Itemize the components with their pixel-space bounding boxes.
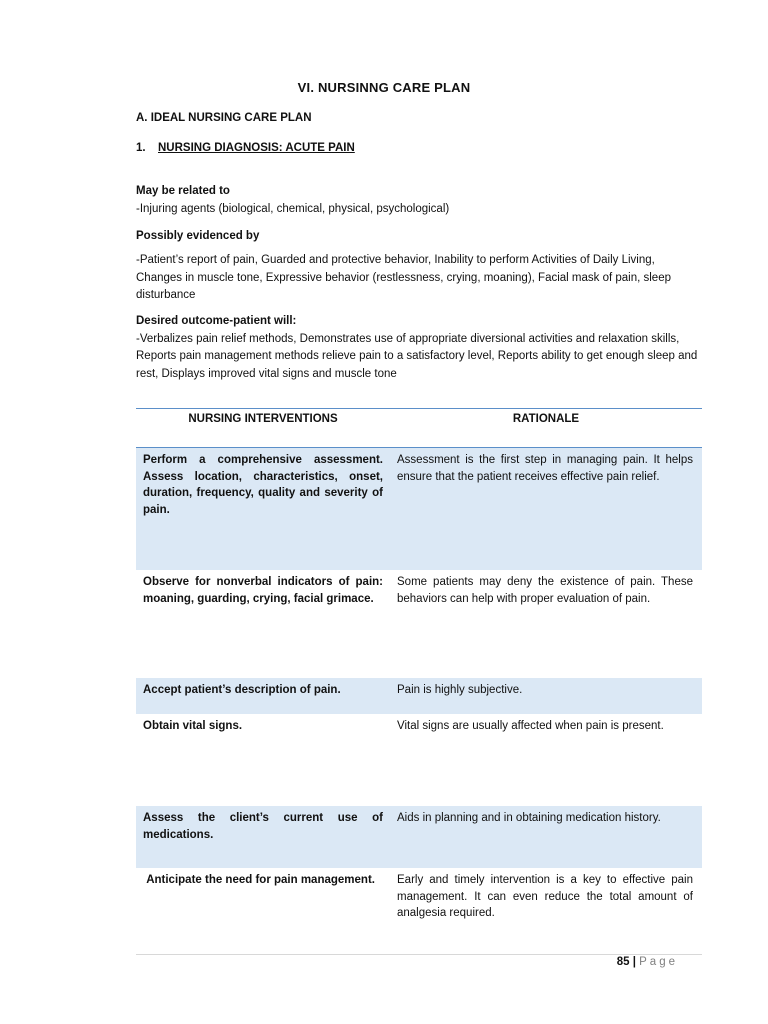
related-text: -Injuring agents (biological, chemical, physical, psychological) [136,202,450,215]
page-label: Page [639,956,678,968]
intervention-cell: Accept patient’s description of pain. [143,684,341,696]
header-interventions: NURSING INTERVENTIONS [188,413,338,425]
page-title: VI. NURSINNG CARE PLAN [297,80,471,95]
section-subheading: A. IDEAL NURSING CARE PLAN [136,112,312,124]
footer-separator: | [632,956,636,968]
related-label: May be related to [136,185,230,197]
rationale-cell: Aids in planning and in obtaining medication history. [397,812,661,824]
rationale-cell: Pain is highly subjective. [397,684,523,696]
table-row [136,714,702,806]
rationale-cell: Early and timely intervention is a key to effective pain management. It can even reduce the total amount of analgesia required. [397,874,693,919]
rationale-cell: Some patients may deny the existence of pain. These behaviors can help with proper evaluation of pain. [397,576,693,605]
intervention-cell: Anticipate the need for pain management. [143,874,375,886]
outcome-label: Desired outcome-patient will: [136,315,297,327]
header-rationale: RATIONALE [512,413,580,425]
diagnosis-number: 1. [136,142,146,154]
footer-divider [136,954,702,955]
evidenced-text: -Patient’s report of pain, Guarded and protective behavior, Inability to perform Activities of Daily Living, Changes in muscle tone, Expressive behavior (restlessness, crying, moaning), Facial mask of pain, sleep disturbance [136,254,671,302]
related-section [136,183,702,218]
page-footer [617,956,678,968]
table-header [136,408,702,448]
care-plan-table [136,408,702,928]
table-row [136,806,702,868]
table-row [136,448,702,570]
evidenced-label: Possibly evidenced by [136,230,260,242]
table-row [136,678,702,714]
intervention-cell: Observe for nonverbal indicators of pain: moaning, guarding, crying, facial grimace. [143,576,383,605]
rationale-cell: Assessment is the first step in managing pain. It helps ensure that the patient receives effective pain relief. [397,454,693,483]
outcome-section [136,313,702,383]
table-row [136,570,702,678]
outcome-text: -Verbalizes pain relief methods, Demonstrates use of appropriate diversional activities and relaxation skills, Reports pain management methods relieve pain to a satisfactory level, Reports ability to get enough sleep and rest, Displays improved vital signs and muscle tone [136,332,698,380]
evidenced-label-block [136,228,702,246]
intervention-cell: Perform a comprehensive assessment. Assess location, characteristics, onset, duration, frequency, quality and severity of pain. [143,454,383,516]
diagnosis-title: NURSING DIAGNOSIS: ACUTE PAIN [158,142,355,154]
diagnosis-heading [136,142,355,154]
rationale-cell: Vital signs are usually affected when pain is present. [397,720,664,732]
intervention-cell: Assess the client’s current use of medications. [143,812,383,841]
table-row [136,868,702,928]
page-number: 85 [616,956,630,968]
intervention-cell: Obtain vital signs. [143,720,243,732]
